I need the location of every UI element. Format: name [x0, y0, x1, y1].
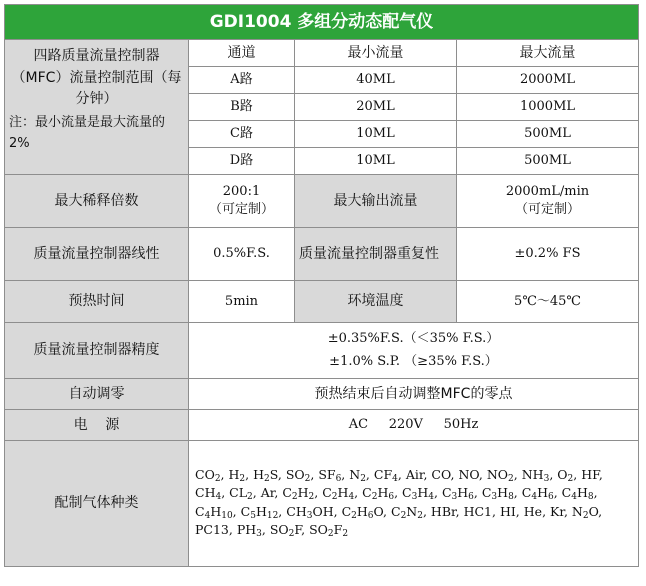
gas-item: $C_3H_6$ [441, 485, 474, 503]
env-temp-value: 5℃～45℃ [457, 281, 639, 323]
env-temp-label: 环境温度 [295, 281, 457, 323]
gases-list: $CO_2$, $H_2$, $H_2S$, $SO_2$, $SF_6$, $N_2$, $CF_4$, Air, CO, NO, $NO_2$, $NH_3$, $O_2$, HF, $CH_4$, $CL_2$, Ar, $C_2H_2$, $C_2H_4$, $C_2H_6$, $C_3H_4$, $C_3H_6$, $C_3H_8$, $C_4H_6$, $C_4H_8$, $C_4H_{10}$, $C_5H_{12}$, $CH_3OH$, $C_2H_6O$, $C_2N_2$, HBr, HC1, HI, He, Kr, $N_2O$, PC13, $PH_3$, $SO_2F$, $SO_2F_2$ [189, 441, 639, 567]
gas-item: $C_2N_2$ [390, 503, 423, 521]
min-flow-cell: 20ML [295, 94, 457, 121]
flow-range-note: 注：最小流量是最大流量的2% [9, 115, 166, 151]
gas-item: $SO_2F$ [269, 521, 302, 539]
gas-item: $N_2O$ [571, 503, 599, 521]
linearity-label: 质量流量控制器线性 [5, 228, 189, 281]
dilution-label: 最大稀释倍数 [5, 175, 189, 228]
gas-item: $CH_3OH$ [286, 503, 334, 521]
gas-item: $C_2H_2$ [282, 485, 315, 503]
gas-item: $H_2$ [228, 467, 246, 485]
gases-label: 配制气体种类 [5, 441, 189, 567]
col-header-channel: 通道 [189, 40, 295, 67]
accuracy-value [189, 323, 639, 379]
max-flow-cell: 2000ML [457, 67, 639, 94]
gas-item: HI [499, 503, 516, 519]
gas-item: $C_4H_6$ [521, 485, 554, 503]
gas-item: $C_3H_4$ [402, 485, 434, 503]
channel-cell: D路 [189, 148, 295, 175]
flow-range-main: 四路质量流量控制器（MFC）流量控制范围（每分钟） [11, 48, 182, 108]
dilution-value-line1: 200:1 [222, 184, 261, 200]
max-flow-cell: 500ML [457, 121, 639, 148]
channel-cell: B路 [189, 94, 295, 121]
min-flow-cell: 10ML [295, 148, 457, 175]
gas-item: $O_2$ [557, 467, 574, 485]
spec-table [4, 4, 639, 567]
preheat-value: 5min [189, 281, 295, 323]
gas-item: $C_2H_6O$ [341, 503, 384, 521]
channel-cell: C路 [189, 121, 295, 148]
col-header-max: 最大流量 [457, 40, 639, 67]
table-title: GDI1004 多组分动态配气仪 [5, 5, 639, 40]
gas-item: NO [458, 467, 479, 483]
gas-item: $C_3H_8$ [481, 485, 514, 503]
gas-item: $C_2H_4$ [322, 485, 355, 503]
linearity-value: 0.5%F.S. [189, 228, 295, 281]
gas-item: HBr [430, 503, 456, 519]
repeatability-value: ±0.2% FS [457, 228, 639, 281]
autozero-value: 预热结束后自动调整MFC的零点 [189, 379, 639, 410]
min-flow-cell: 10ML [295, 121, 457, 148]
gas-item: $C_4H_8$ [561, 485, 594, 503]
max-flow-cell: 1000ML [457, 94, 639, 121]
gas-item: $SO_2F_2$ [309, 521, 349, 539]
accuracy-label: 质量流量控制器精度 [5, 323, 189, 379]
accuracy-line2: ±1.0% S.P. （≥35% F.S.） [329, 353, 498, 369]
gas-item: $PH_3$ [236, 521, 262, 539]
power-label: 电 源 [5, 410, 189, 441]
flow-range-label [5, 40, 189, 175]
gas-item: $CL_2$ [229, 485, 253, 503]
repeatability-label: 质量流量控制器重复性 [295, 228, 457, 281]
max-flow-cell: 500ML [457, 148, 639, 175]
gas-item: PC13 [195, 521, 229, 537]
gas-item: Air [405, 467, 424, 483]
dilution-value [189, 175, 295, 228]
gas-item: He [523, 503, 543, 519]
gas-item: $NH_3$ [521, 467, 550, 485]
output-value-line1: 2000mL/min [505, 184, 590, 200]
col-header-min: 最小流量 [295, 40, 457, 67]
gas-item: HC1 [463, 503, 492, 519]
gas-item: $CF_4$ [373, 467, 398, 485]
gas-item: $H_2S$ [253, 467, 278, 485]
dilution-value-line2: （可定制） [208, 202, 274, 217]
gas-item: $C_4H_{10}$ [195, 503, 233, 521]
output-value-line2: （可定制） [514, 202, 580, 217]
gas-item: $C_2H_6$ [362, 485, 395, 503]
output-value [457, 175, 639, 228]
gas-item: $NO_2$ [486, 467, 514, 485]
gas-item: CO [431, 467, 451, 483]
gas-item: HF [581, 467, 599, 483]
gas-item: $C_5H_{12}$ [240, 503, 279, 521]
gas-item: Kr [550, 503, 564, 519]
channel-cell: A路 [189, 67, 295, 94]
gas-item: $SO_2$ [285, 467, 311, 485]
gas-item: $N_2$ [349, 467, 366, 485]
output-label: 最大输出流量 [295, 175, 457, 228]
gas-item: $SF_6$ [318, 467, 342, 485]
gas-item: $CH_4$ [195, 485, 222, 503]
power-value: AC 220V 50Hz [189, 410, 639, 441]
gas-item: $CO_2$ [195, 467, 221, 485]
gas-item: Ar [260, 485, 275, 501]
autozero-label: 自动调零 [5, 379, 189, 410]
min-flow-cell: 40ML [295, 67, 457, 94]
preheat-label: 预热时间 [5, 281, 189, 323]
accuracy-line1: ±0.35%F.S.（＜35% F.S.） [327, 330, 500, 346]
